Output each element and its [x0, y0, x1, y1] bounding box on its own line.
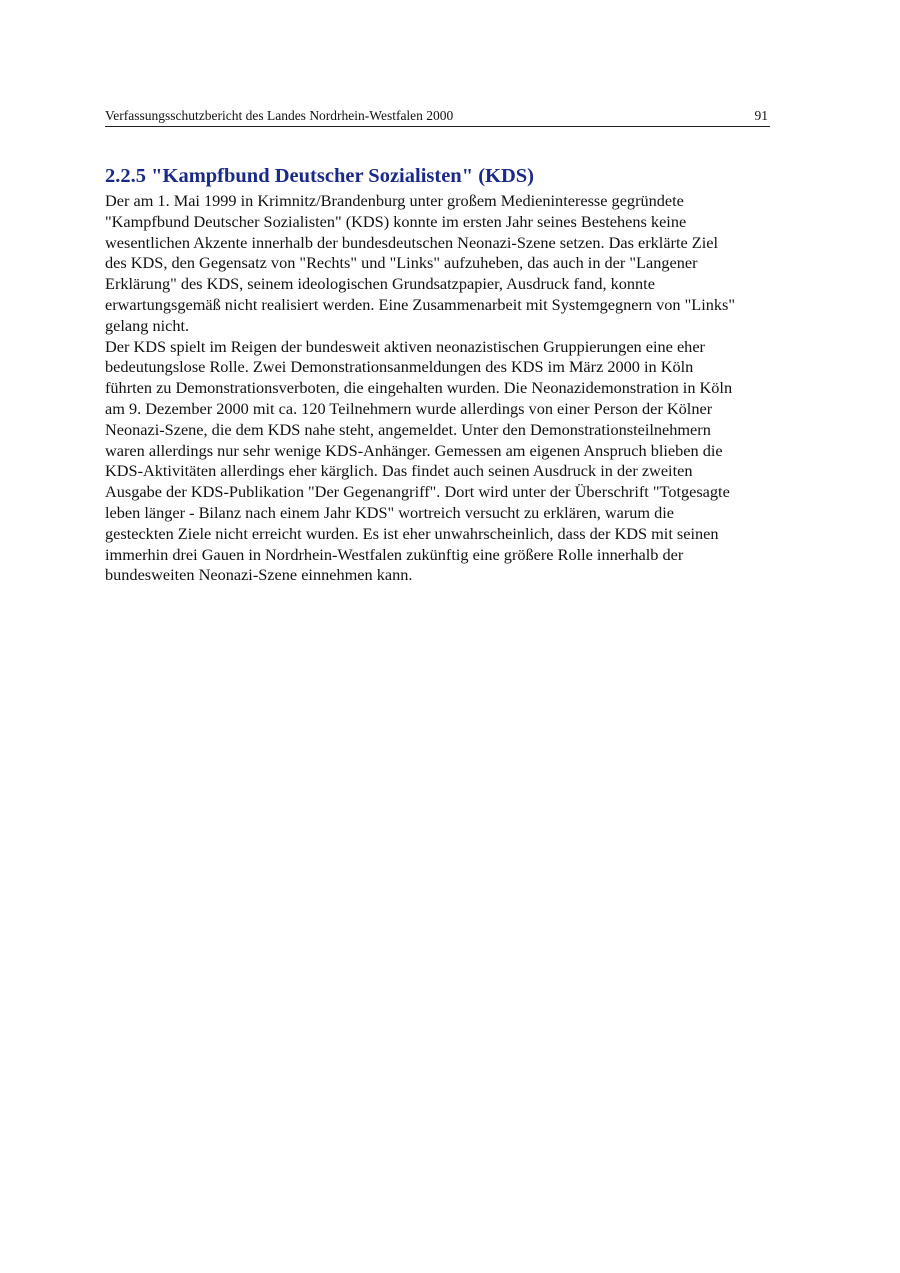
text-line: des KDS, den Gegensatz von "Rechts" und "Links" aufzuheben, das auch in der "Langener	[105, 253, 698, 273]
text-line: immerhin drei Gauen in Nordrhein-Westfalen zukünftig eine größere Rolle innerhalb der	[105, 544, 684, 564]
text-line: waren allerdings nur sehr wenige KDS-Anhänger. Gemessen am eigenen Anspruch blieben die	[105, 440, 723, 460]
text-line: gelang nicht.	[105, 315, 190, 335]
text-line: leben länger - Bilanz nach einem Jahr KDS" wortreich versucht zu erklären, warum die	[105, 502, 675, 522]
text-line: KDS-Aktivitäten allerdings eher kärglich. Das findet auch seinen Ausdruck in der zweiten	[105, 461, 693, 481]
page-number: 91	[754, 108, 768, 123]
body-text	[105, 191, 805, 586]
text-line: Ausgabe der KDS-Publikation "Der Gegenangriff". Dort wird unter der Überschrift "Totgesagte	[105, 482, 730, 502]
text-line: Der am 1. Mai 1999 in Krimnitz/Brandenburg unter großem Medieninteresse gegründete	[105, 191, 684, 210]
section-heading: 2.2.5 "Kampfbund Deutscher Sozialisten" (KDS)	[105, 165, 534, 187]
text-line: erwartungsgemäß nicht realisiert werden. Eine Zusammenarbeit mit Systemgegnern von "Links"	[105, 294, 735, 314]
text-line: Neonazi-Szene, die dem KDS nahe steht, angemeldet. Unter den Demonstrationsteilnehmern	[105, 419, 711, 439]
running-header-title: Verfassungsschutzbericht des Landes Nordrhein-Westfalen 2000	[105, 108, 454, 123]
text-line: "Kampfbund Deutscher Sozialisten" (KDS) konnte im ersten Jahr seines Bestehens keine	[105, 211, 687, 231]
text-line: Der KDS spielt im Reigen der bundesweit aktiven neonazistischen Gruppierungen eine eher	[105, 336, 705, 356]
text-line: am 9. Dezember 2000 mit ca. 120 Teilnehmern wurde allerdings von einer Person der Kölner	[105, 398, 713, 418]
text-line: Erklärung" des KDS, seinem ideologischen Grundsatzpapier, Ausdruck fand, konnte	[105, 274, 655, 294]
text-line: gesteckten Ziele nicht erreicht wurden. Es ist eher unwahrscheinlich, dass der KDS mit seinen	[105, 523, 719, 543]
text-line: bundesweiten Neonazi-Szene einnehmen kann.	[105, 565, 413, 585]
text-line: führten zu Demonstrationsverboten, die eingehalten wurden. Die Neonazidemonstration in Köln	[105, 378, 733, 398]
text-line: bedeutungslose Rolle. Zwei Demonstrationsanmeldungen des KDS im März 2000 in Köln	[105, 357, 694, 377]
text-line: wesentlichen Akzente innerhalb der bundesdeutschen Neonazi-Szene setzen. Das erklärte Ziel	[105, 232, 719, 252]
page-header	[105, 108, 770, 127]
